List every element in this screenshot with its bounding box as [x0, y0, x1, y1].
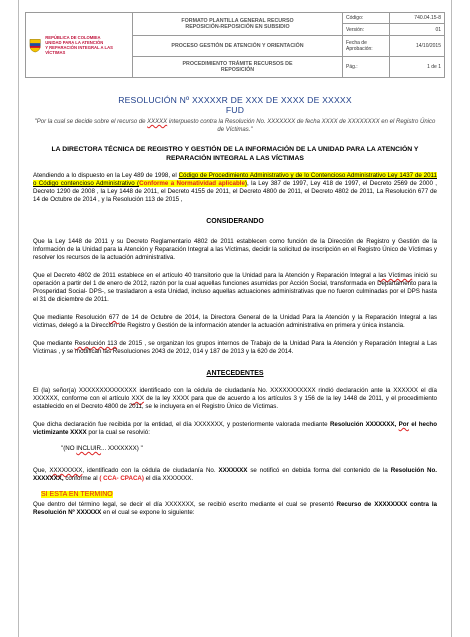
text: ... XXXXXXX) " — [101, 445, 143, 453]
subtitle-placeholder: XXXXX — [147, 119, 168, 125]
fecha-value: 14/10/2015 — [390, 35, 445, 56]
text: en el cual se expone lo siguiente: — [101, 509, 195, 517]
text: ) — [244, 180, 247, 188]
text: 677 — [108, 314, 120, 322]
text: de 14 de Octubre de 2014, la Directora General de la Unidad Para la Atención y la Reparación Integral a las víctimas, delegó a la Dirección de Registro y Gestión de la información atender la actuación administrativa en primera y única instancia. — [33, 314, 437, 330]
text: "(NO — [61, 445, 77, 453]
coat-of-arms-icon — [29, 38, 41, 53]
antecedentes-paragraph — [33, 467, 437, 483]
document-page — [18, 0, 452, 637]
considerando-paragraph — [33, 272, 437, 304]
subtitle-text: interpuesto contra la Resolución No. XXXXXXX de fecha XXXX de XXXXXXXX en el Registro Único de Víctimas." — [167, 119, 436, 133]
text: las Víctimas — [378, 272, 413, 280]
text: inició su operación a partir del 1 de enero de 2012, razón por la cual aquellas funciones asumidas por Acción Social, transformada en Departamento para la Prosperidad Social- DPS-, se trasladaron a esta Unidad, incluso aquellas actuaciones administrativas que no fueron culminadas por el DPS hasta el 31 de diciembre de 2011. — [33, 272, 437, 304]
text: Resolución XXXXXXX, — [329, 421, 399, 429]
antecedentes-paragraph — [33, 421, 437, 437]
procedure-title-line: PROCEDIMIENTO TRÁMITE RECURSOS DE — [182, 60, 293, 67]
legal-basis-paragraph — [33, 172, 437, 204]
term-label: SI ESTA EN TERMINO — [41, 491, 113, 499]
text: Por — [398, 421, 409, 429]
process-title: PROCESO GESTIÓN DE ATENCIÓN Y ORIENTACIÓN — [133, 35, 343, 56]
text: Que dentro del término legal, se decir el día XXXXXXX, se recibió escrito mediante el cual se presentó — [33, 501, 337, 509]
document-body — [33, 90, 437, 517]
logo-line: UNIDAD PARA LA ATENCIÓN — [45, 40, 104, 45]
term-subheading — [33, 491, 437, 499]
fecha-label: Fecha de Aprobación: — [343, 35, 390, 56]
procedure-title-line: REPOSICIÓN — [220, 66, 255, 73]
format-title-line: REPOSICIÓN-REPOSICIÓN EN SUBSIDIO — [185, 23, 290, 30]
fud-label: FUD — [225, 105, 245, 115]
procedure-code-note: ( CCA- CPACA) — [99, 475, 144, 483]
text: El (la) señor(a) XXXXXXXXXXXXXX identificado con la cédula de ciudadanía No. XXXXXXXXXXX rindió declaración ante la XXXXXX el día XXXXXX, conforme con el artículo — [33, 387, 437, 403]
text: Que dicha declaración fue recibida por la entidad, el día XXXXXXX, y posteriormente valorada mediante — [33, 421, 330, 429]
procedure-title — [133, 56, 343, 77]
logo-cell — [26, 13, 133, 78]
text: se notificó en debida forma del contenido de la — [247, 467, 391, 475]
considerando-paragraph — [33, 340, 437, 356]
considerando-heading: CONSIDERANDO — [206, 218, 264, 226]
document-header-table — [25, 12, 445, 78]
text: XXXXXXXX — [49, 467, 83, 475]
subtitle-text: "Por la cual se decide sobre el recurso de — [34, 119, 148, 125]
resolution-title — [33, 95, 437, 115]
text: Que mediante — [33, 340, 75, 348]
text: , el Decreto 2569 de 2000 , Decreto 1290 de 2008 , la Ley 1448 de 2011, el Decreto 4155 de 2011, el Decreto 4800 de 2011, el Decreto 4802 de 2011, La Resolución 677 de 14 de Octubre de 2014 , y la Resolución 113 de 2015 , — [33, 180, 437, 204]
issuer-heading: LA DIRECTORA TÉCNICA DE REGISTRO Y GESTIÓN DE LA INFORMACIÓN DE LA UNIDAD PARA LA ATENCIÓN Y REPARACIÓN INTEGRAL A LAS VÍCTIMAS — [51, 146, 419, 162]
text: el hecho victimizante XXXX — [33, 421, 437, 437]
text: , la Ley 387 de 1997, Ley 418 de 1997 — [246, 180, 359, 188]
text: el día XXXXXXX. — [143, 475, 194, 483]
text: XXXXXXX — [218, 467, 248, 475]
considerando-paragraph: Que la Ley 1448 de 2011 y su Decreto Reglamentario 4802 de 2011 establecen como función de la Dirección de Registro y Gestión de la Información de la Unidad para la Atención y Reparación Integral a las Víctimas, decidir la solicitud de inscripción en el Registro Único de Víctimas y resolver los recursos de la actuación administrativa. — [33, 238, 437, 262]
text: de 2015 , se organizan los grupos internos de Trabajo de la Unidad Para la Atención y Reparación Integral a Las Víctimas , y se modifican las Resoluciones 2043 de 2012, 014 y 187 de 2013 y la 620 de 2014. — [33, 340, 437, 356]
term-paragraph — [33, 501, 437, 517]
codigo-value: 740.04.15-8 — [390, 13, 445, 24]
highlighted-code-reference: Código de Procedimiento Administrativo y de lo Contencioso Administrativo Ley 1437 de 2011 o Código contencioso Administrativo ( — [33, 172, 437, 188]
antecedentes-heading: ANTECEDENTES — [206, 370, 264, 378]
resolution-subtitle — [33, 119, 437, 134]
text: conforme al — [63, 475, 100, 483]
text: Resolución No. XXXXXXX, — [33, 467, 437, 483]
normativity-note: Conforme a Normatividad aplicable — [139, 180, 245, 188]
version-label: Versión: — [343, 24, 390, 35]
text: Que, — [33, 467, 50, 475]
text: XXX — [131, 395, 144, 403]
resolution-quote — [33, 445, 437, 453]
considerando-paragraph — [33, 314, 437, 330]
text: Resolución 113 — [74, 340, 118, 348]
format-title-line: FORMATO PLANTILLA GENERAL RECURSO — [181, 17, 294, 24]
text: , identificado con la cédula de ciudadanía No. — [82, 467, 219, 475]
text: Atendiendo a lo dispuesto en la Ley 489 de 1998, el — [33, 172, 179, 180]
text: de la ley XXXX para que de acuerdo a los artículos 3 y 156 de la ley 1448 de 2011, y el procedimiento establecido en el Decreto 4800 de 2011, se le incluyera en el Registro Único de Víctimas. — [33, 395, 437, 411]
text: Que el Decreto 4802 de 2011 establece en el artículo 40 transitorio que la Unidad para la Atención y Reparación Integral a — [33, 272, 379, 280]
codigo-label: Código: — [343, 13, 390, 24]
resolution-number: RESOLUCIÓN Nº XXXXXR DE XXX DE XXXX DE XXXXX — [118, 95, 352, 105]
page-value: 1 de 1 — [390, 56, 445, 77]
format-title — [133, 13, 343, 36]
unit-logo — [29, 35, 129, 55]
version-value: 01 — [390, 24, 445, 35]
text: INCLUIR — [76, 445, 102, 453]
antecedentes-paragraph — [33, 387, 437, 411]
text: por la cual se resolvió: — [86, 429, 150, 437]
logo-text — [45, 35, 129, 55]
logo-line: REPÚBLICA DE COLOMBIA — [45, 35, 101, 40]
text: Que mediante Resolución — [33, 314, 109, 322]
text: Recurso de XXXXXXXX contra la Resolución Nº XXXXXX — [33, 501, 437, 517]
logo-line: Y REPARACIÓN INTEGRAL A LAS VÍCTIMAS — [45, 45, 113, 55]
page-label: Pág.: — [343, 56, 390, 77]
